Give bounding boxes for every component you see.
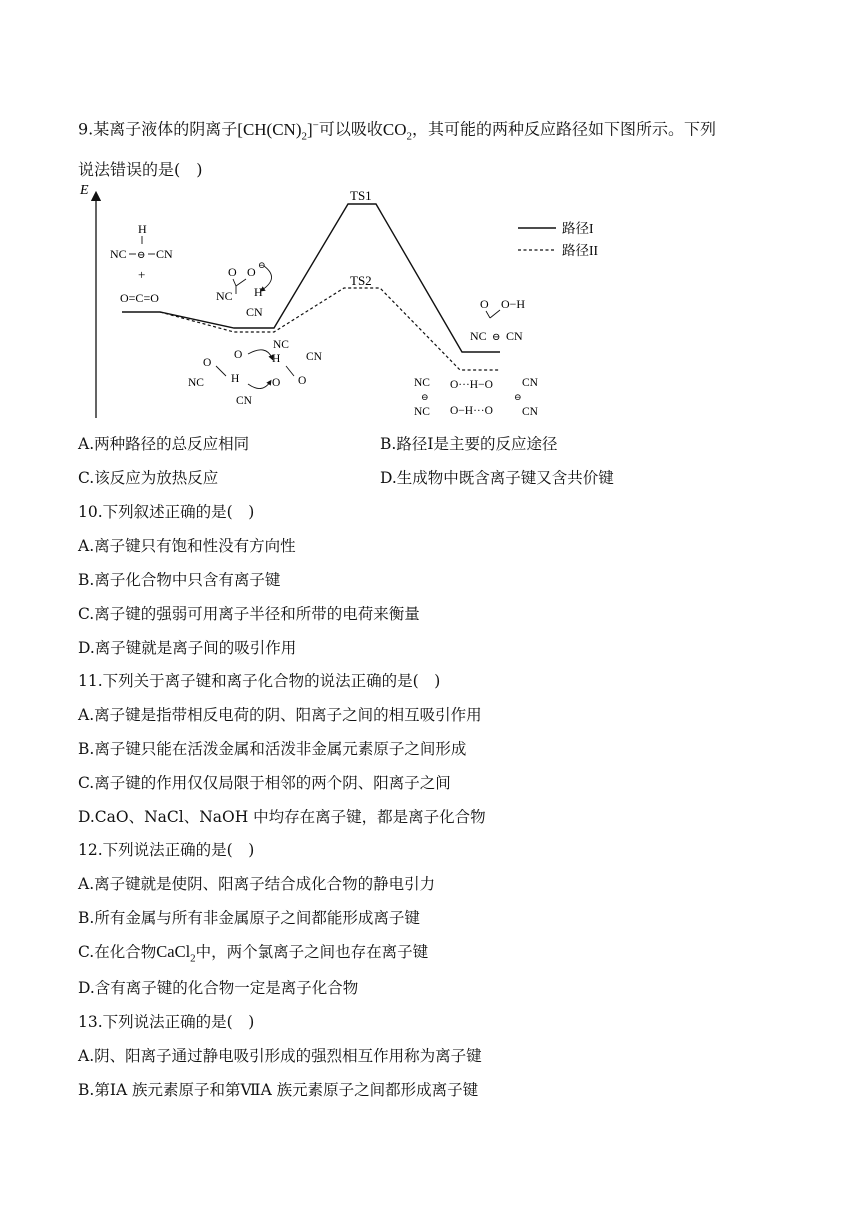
ts1-label: TS1	[350, 188, 372, 203]
q11-stem: 11.下列关于离子键和离子化合物的说法正确的是( )	[78, 672, 441, 690]
q12-option-d: D.含有离子键的化合物一定是离子化合物	[78, 979, 359, 997]
svg-text:O: O	[234, 349, 243, 361]
q11-option-a: A.离子键是指带相反电荷的阴、阳离子之间的相互吸引作用	[78, 706, 482, 724]
q11-option-d: D.CaO、NaCl、NaOH 中均存在离子键，都是离子化合物	[78, 808, 486, 826]
svg-text:⊖: ⊖	[258, 260, 266, 270]
svg-text:CN: CN	[506, 329, 523, 343]
question-9-stem-line2: 说法错误的是( )	[78, 160, 203, 180]
svg-text:O−H: O−H	[501, 297, 526, 311]
svg-text:O: O	[480, 297, 489, 311]
q13-option-a: A.阴、阳离子通过静电吸引形成的强烈相互作用称为离子键	[78, 1047, 482, 1065]
q9-option-d: D.生成物中既含离子键又含共价键	[380, 469, 614, 487]
question-number: 9.	[78, 119, 94, 139]
energy-profile-diagram	[76, 178, 636, 428]
q9-option-a: A.两种路径的总反应相同	[78, 435, 250, 453]
svg-text:H: H	[272, 353, 281, 365]
svg-text:O···H−O: O···H−O	[450, 379, 493, 391]
svg-text:O: O	[203, 357, 212, 369]
co2-formula: $CO_2$	[382, 119, 413, 143]
y-axis-label: E	[80, 183, 89, 198]
product-1-structure	[470, 297, 525, 343]
legend-path-2-label: 路径II	[562, 243, 598, 258]
q12-option-a: A.离子键就是使阴、阳离子结合成化合物的静电引力	[78, 875, 436, 893]
svg-text:NC: NC	[188, 377, 204, 389]
svg-text:NC: NC	[216, 289, 233, 303]
q9-option-c: C.该反应为放热反应	[78, 469, 219, 487]
product-2-dimer-structure	[414, 377, 539, 418]
svg-text:O−H···O: O−H···O	[450, 405, 493, 417]
intermediate-1-structure	[216, 260, 272, 319]
svg-text:O: O	[298, 375, 307, 387]
svg-text:⊖: ⊖	[492, 332, 501, 343]
svg-text:O: O	[272, 377, 281, 389]
q12-option-b: B.所有金属与所有非金属原子之间都能形成离子键	[78, 909, 420, 927]
ts2-label: TS2	[350, 273, 372, 288]
svg-text:CN: CN	[236, 395, 252, 407]
svg-text:⊖: ⊖	[421, 392, 429, 402]
svg-text:O=C=O: O=C=O	[120, 291, 159, 305]
reactant-anion-structure	[110, 222, 173, 305]
svg-text:CN: CN	[246, 305, 263, 319]
ts2-structure	[188, 339, 323, 407]
q10-stem: 10.下列叙述正确的是( )	[78, 503, 255, 521]
q10-option-a: A.离子键只有饱和性没有方向性	[78, 537, 296, 555]
svg-text:H: H	[231, 373, 240, 385]
svg-text:CN: CN	[156, 247, 173, 261]
legend-path-1-label: 路径I	[562, 221, 594, 236]
svg-text:NC: NC	[414, 377, 430, 389]
svg-text:CN: CN	[306, 351, 322, 363]
q9-option-b: B.路径Ⅰ是主要的反应途径	[380, 435, 558, 453]
svg-text:H: H	[254, 285, 263, 299]
question-9-stem: 9.某离子液体的阴离子$[CH(CN)_2]^-$可以吸收$CO_2$，其可能的两种反应路径如下图所示。下列 说法错误的是( )	[78, 119, 717, 180]
q11-option-b: B.离子键只能在活泼金属和活泼非金属元素原子之间形成	[78, 740, 467, 758]
svg-text:⊖: ⊖	[137, 250, 146, 261]
q12-option-c: C.在化合物CaCl$_2$中，两个氯离子之间也存在离子键	[78, 942, 429, 965]
path-1-curve	[122, 204, 500, 352]
q12-stem: 12.下列说法正确的是( )	[78, 841, 255, 859]
q11-option-c: C.离子键的作用仅仅局限于相邻的两个阴、阳离子之间	[78, 774, 451, 792]
svg-text:⊖: ⊖	[514, 392, 522, 402]
anion-formula: $[CH(CN)_2]^-$	[237, 119, 319, 143]
q13-stem: 13.下列说法正确的是( )	[78, 1013, 255, 1031]
svg-text:H: H	[138, 222, 147, 236]
q10-option-c: C.离子键的强弱可用离子半径和所带的电荷来衡量	[78, 605, 420, 623]
q10-option-b: B.离子化合物中只含有离子键	[78, 571, 281, 589]
q10-option-d: D.离子键就是离子间的吸引作用	[78, 639, 297, 657]
svg-text:CN: CN	[522, 406, 538, 418]
svg-text:+: +	[138, 267, 146, 282]
svg-text:CN: CN	[522, 377, 538, 389]
svg-text:O: O	[247, 265, 256, 279]
q13-option-b: B.第ⅠA 族元素原子和第ⅦA 族元素原子之间都形成离子键	[78, 1081, 479, 1099]
svg-text:NC: NC	[414, 406, 430, 418]
svg-text:NC: NC	[110, 247, 127, 261]
svg-text:NC: NC	[470, 329, 487, 343]
svg-text:NC: NC	[273, 339, 289, 351]
svg-text:O: O	[228, 265, 237, 279]
